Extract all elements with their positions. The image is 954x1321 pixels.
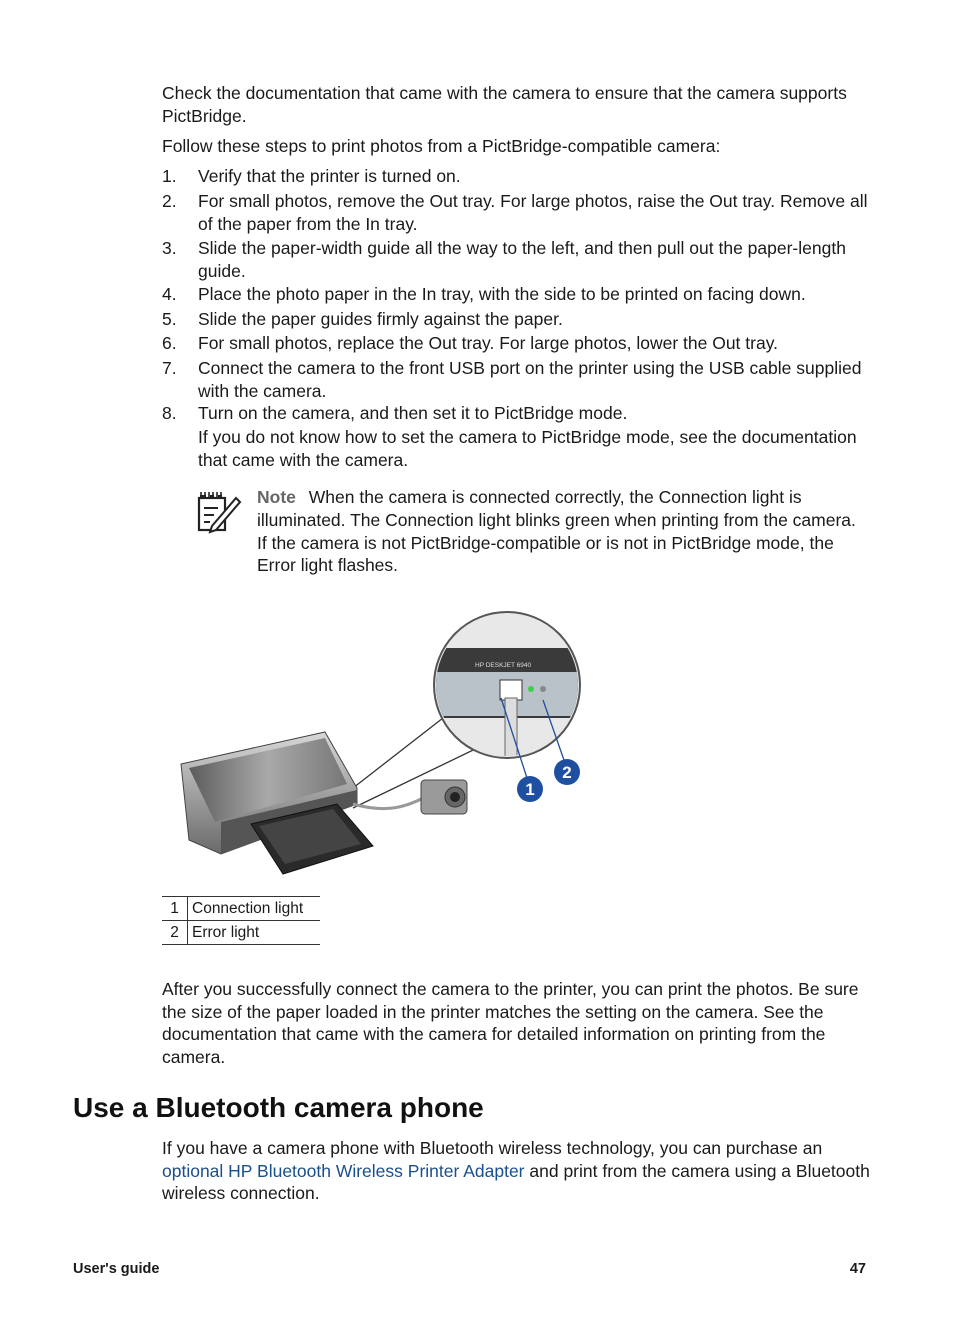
step-number: 6. [162,333,177,353]
step-text: Connect the camera to the front USB port on the printer using the USB cable supplied with the camera. [198,358,862,401]
step-8-detail: If you do not know how to set the camera to PictBridge mode, see the documentation that came with the camera. [198,427,857,470]
page-number: 47 [849,1261,866,1277]
after-connect-paragraph: After you successfully connect the camera to the printer, you can print the photos. Be sure the size of the paper loaded in the printer matches the setting on the camera. See the documentation that came with the camera for detailed information on printing from the camera. [162,979,859,1067]
step-text: For small photos, replace the Out tray. For large photos, lower the Out tray. [198,333,779,353]
callout-1-label: 1 [525,780,535,799]
section-heading: Use a Bluetooth camera phone [73,1092,484,1123]
callout-2-label: 2 [562,763,572,782]
adapter-link[interactable]: optional HP Bluetooth Wireless Printer Adapter [162,1160,525,1181]
legend-label: Connection light [188,897,321,921]
step-text: Turn on the camera, and then set it to PictBridge mode. [198,403,628,423]
step-number: 5. [162,309,177,329]
step-text: For small photos, remove the Out tray. For large photos, raise the Out tray. Remove all of the paper from the In tray. [198,191,868,234]
intro-paragraph-1: Check the documentation that came with the camera to ensure that the camera supports PictBridge. [162,83,847,126]
bluetooth-text-end: and print from the camera using a Bluetooth wireless connection. [162,1160,870,1203]
step-number: 2. [162,191,177,211]
step-text: Verify that the printer is turned on. [198,166,461,186]
note-text: When the camera is connected correctly, the Connection light is illuminated. The Connection light blinks green when printing from the camera. If the camera is not PictBridge-compatible or is not in PictBridge mode, the Error light flashes. [257,487,856,576]
intro-paragraph-2: Follow these steps to print photos from a PictBridge-compatible camera: [162,136,721,156]
legend-number: 2 [162,921,188,945]
step-number: 7. [162,358,177,378]
legend-label: Error light [188,921,321,945]
step-number: 4. [162,284,177,304]
step-number: 3. [162,238,177,258]
panel-label: HP DESKJET 6940 [475,662,532,669]
table-row [162,897,320,921]
bluetooth-paragraph [162,1137,872,1205]
step-text: Place the photo paper in the In tray, with the side to be printed on facing down. [198,284,806,304]
step-number: 1. [162,166,177,186]
step-number: 8. [162,403,177,423]
footer-title: User's guide [73,1261,160,1277]
note-label: Note [257,487,296,507]
note-icon [196,490,242,534]
step-text: Slide the paper guides firmly against the paper. [198,309,563,329]
bluetooth-text-start: If you have a camera phone with Bluetooth wireless technology, you can purchase an [162,1138,823,1158]
step-text: Slide the paper-width guide all the way to the left, and then pull out the paper-length guide. [198,238,846,281]
note [257,486,867,577]
table-row [162,921,320,945]
printer-camera-illustration [175,608,595,888]
legend-number: 1 [162,897,188,921]
figure-legend-table [162,896,320,945]
